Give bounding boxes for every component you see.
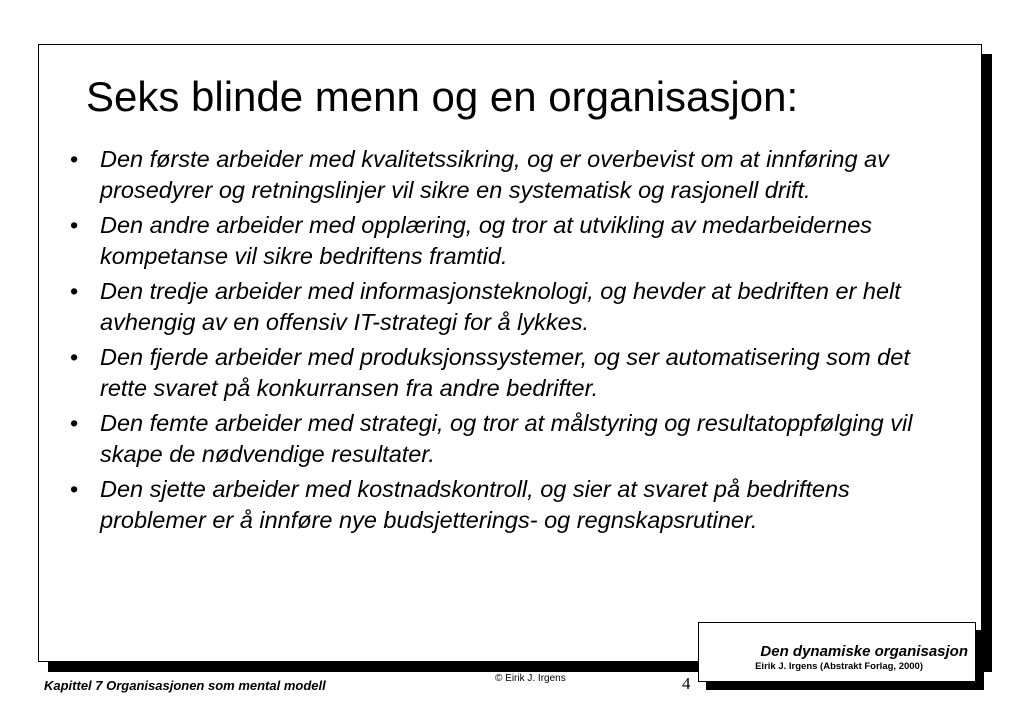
bullet-item — [68, 210, 948, 272]
bullet-marker: • — [70, 344, 79, 370]
bullet-text: Den andre arbeider med opplæring, og tror at utvikling av medarbeidernes kompetanse vil sikre bedriftens framtid. — [100, 212, 873, 269]
slide-title: Seks blinde menn og en organisasjon: — [86, 73, 799, 120]
bullet-marker: • — [70, 146, 79, 172]
bullet-text: Den femte arbeider med strategi, og tror at målstyring og resultatoppfølging vil skape de nødvendige resultater. — [100, 410, 913, 467]
bullet-item — [68, 408, 948, 470]
book-author: Eirik J. Irgens (Abstrakt Forlag, 2000) — [755, 661, 923, 672]
bullet-text: Den tredje arbeider med informasjonsteknologi, og hevder at bedriften er helt avhengig av en offensiv IT-strategi for å lykkes. — [100, 278, 901, 335]
bullet-text: Den sjette arbeider med kostnadskontroll, og sier at svaret på bedriftens problemer er å innføre nye budsjetterings- og regnskapsrutiner. — [100, 476, 850, 533]
bullet-item — [68, 144, 948, 206]
bullet-text: Den første arbeider med kvalitetssikring, og er overbevist om at innføring av prosedyrer og retningslinjer vil sikre en systematisk og rasjonell drift. — [100, 146, 889, 203]
footer-copyright: © Eirik J. Irgens — [495, 673, 566, 684]
footer-chapter: Kapittel 7 Organisasjonen som mental modell — [44, 678, 326, 693]
book-reference-box — [698, 622, 976, 682]
bullet-item — [68, 276, 948, 338]
page-number: 4 — [682, 674, 691, 693]
bullet-marker: • — [70, 212, 79, 238]
bullet-text: Den fjerde arbeider med produksjonssystemer, og ser automatisering som det rette svaret på konkurransen fra andre bedrifter. — [100, 344, 910, 401]
bullet-list — [68, 144, 948, 540]
bullet-marker: • — [70, 278, 79, 304]
bullet-marker: • — [70, 410, 79, 436]
bullet-item — [68, 474, 948, 536]
bullet-marker: • — [70, 476, 79, 502]
bullet-item — [68, 342, 948, 404]
book-title: Den dynamiske organisasjon — [760, 643, 968, 660]
